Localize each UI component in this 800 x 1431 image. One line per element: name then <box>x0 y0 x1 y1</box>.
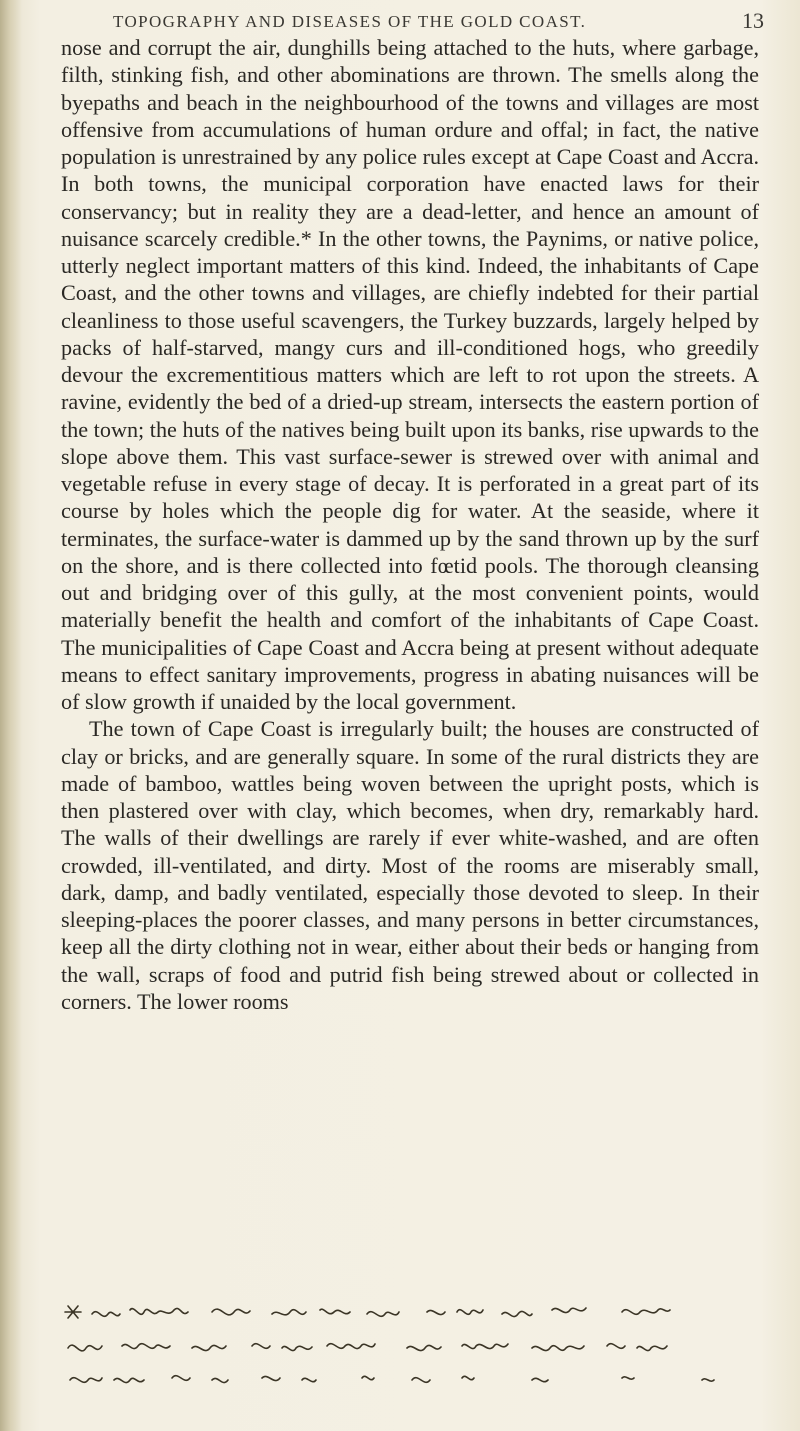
paragraph-2: The town of Cape Coast is irregularly built; the houses are constructed of clay or bricks, and are generally square. In some of the rural districts they are made of bamboo, wattles being woven between the upright posts, which is then plastered over with clay, which becomes, when dry, remarkably hard. The walls of their dwellings are rarely if ever white-washed, and are often crowded, ill-ventilated, and dirty. Most of the rooms are miserably small, dark, damp, and badly ventilated, especially those devoted to sleep. In their sleeping-places the poorer classes, and many persons in better circumstances, keep all the dirty clothing not in wear, either about their beds or hanging from the wall, scraps of food and putrid fish being strewed about or collected in corners. The lower rooms <box>61 716 759 1014</box>
page-number: 13 <box>742 8 764 33</box>
handwritten-scrawl-image <box>62 1296 762 1428</box>
handwritten-footnote <box>62 1296 762 1428</box>
paragraph-1: nose and corrupt the air, dunghills being attached to the huts, where garbage, filth, stinking fish, and other abominations are thrown. The smells along the byepaths and beach in the neighbourhood of the towns and villages are most offensive from accumulations of human ordure and offal; in fact, the native population is unrestrained by any police rules except at Cape Coast and Accra. In both towns, the municipal corporation have enacted laws for their conservancy; but in reality they are a dead-letter, and hence an amount of nuisance scarcely credible.* In the other towns, the Paynims, or native police, utterly neglect important matters of this kind. Indeed, the inhabitants of Cape Coast, and the other towns and villages, are chiefly indebted for their partial cleanliness to those useful scavengers, the Turkey buzzards, largely helped by packs of half-starved, mangy curs and ill-conditioned hogs, who greedily devour the excrementitious matters which are left to rot upon the streets. A ravine, evidently the bed of a dried-up stream, intersects the eastern portion of the town; the huts of the natives being built upon its banks, rise upwards to the slope above them. This vast surface-sewer is strewed over with animal and vegetable refuse in every stage of decay. It is perforated in a great part of its course by holes which the people dig for water. At the seaside, where it terminates, the surface-water is dammed up by the sand thrown up by the surf on the shore, and is there collected into fœtid pools. The thorough cleansing out and bridging over of this gully, at the most convenient points, would materially benefit the health and comfort of the inhabitants of Cape Coast. The municipalities of Cape Coast and Accra being at present without adequate means to effect sanitary improvements, progress in abating nuisances will be of slow growth if unaided by the local government. <box>61 35 759 714</box>
running-title: TOPOGRAPHY AND DISEASES OF THE GOLD COAST. <box>113 12 587 31</box>
page-gutter-shadow <box>0 0 22 1431</box>
body-text <box>61 34 759 1015</box>
